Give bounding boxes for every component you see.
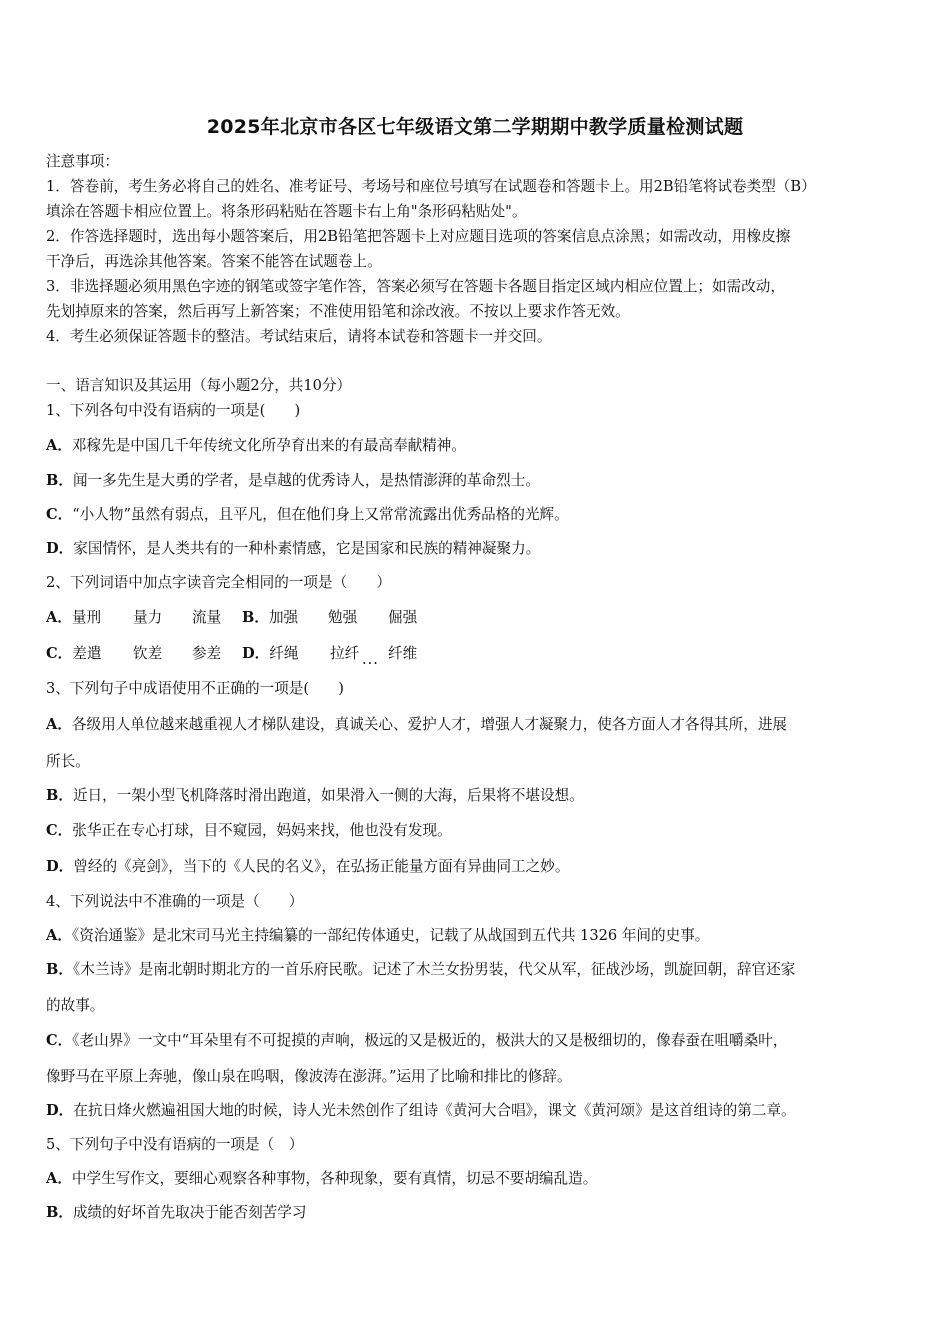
q2-r1-c6: 倔强 xyxy=(388,609,418,626)
q1-option-c: C．“小人物”虽然有弱点，且平凡，但在他们身上又常常流露出优秀品格的光辉。 xyxy=(46,506,569,523)
q2-r1-c3: 流量 xyxy=(192,609,222,626)
q2-r2-c6: 纤维 xyxy=(388,645,418,662)
q3-option-c: C．张华正在专心打球，目不窥园，妈妈来找，他也没有发现。 xyxy=(46,822,452,839)
q3-option-d: D．曾经的《亮剑》，当下的《人民的名义》，在弘扬正能量方面有异曲同工之妙。 xyxy=(46,858,570,875)
q1-stem: 1、下列各句中没有语病的一项是( ) xyxy=(46,402,301,419)
q2-stem: 2、下列词语中加点字读音完全相同的一项是（ ） xyxy=(46,574,391,591)
q2-r1-c5: 勉强 xyxy=(328,609,358,626)
q1-option-b: B．闻一多先生是大勇的学者，是卓越的优秀诗人，是热情澎湃的革命烈士。 xyxy=(46,472,540,489)
q2-emphasis-dots: ... xyxy=(362,651,379,668)
q2-r2-c4: D．纤绳 xyxy=(242,645,299,662)
notice-line-5: 3．非选择题必须用黑色字迹的钢笔或签字笔作答，答案必须写在答题卡各题目指定区域内相应位置上；如需改动， xyxy=(46,278,785,295)
notice-line-3: 2．作答选择题时，选出每小题答案后，用2B铅笔把答题卡上对应题目选项的答案信息点涂黑；如需改动，用橡皮擦 xyxy=(46,228,791,245)
q5-option-a: A．中学生写作文，要细心观察各种事物，各种现象，要有真情，切忌不要胡编乱造。 xyxy=(46,1170,598,1187)
q4-option-b-cont: 的故事。 xyxy=(46,997,105,1014)
exam-title: 2025年北京市各区七年级语文第二学期期中教学质量检测试题 xyxy=(206,116,744,138)
notice-line-1: 1．答卷前，考生务必将自己的姓名、准考证号、考场号和座位号填写在试题卷和答题卡上。用2B铅笔将试卷类型（B） xyxy=(46,178,816,195)
q4-option-b: B．《木兰诗》是南北朝时期北方的一首乐府民歌。记述了木兰女扮男装，代父从军，征战沙场，凯旋回朝，辞官还家 xyxy=(46,961,796,978)
q2-r1-c1: A．量刑 xyxy=(46,609,102,626)
notice-line-4: 干净后，再选涂其他答案。答案不能答在试题卷上。 xyxy=(46,253,382,270)
section-heading: 一、语言知识及其运用（每小题2分，共10分） xyxy=(46,377,352,394)
q2-r2-c1: C．差遣 xyxy=(46,645,102,662)
q2-r2-c5: 拉纤 xyxy=(330,645,360,662)
q4-option-c-cont: 像野马在平原上奔驰，像山泉在呜咽，像波涛在澎湃。”运用了比喻和排比的修辞。 xyxy=(46,1068,572,1085)
q1-option-a: A．邓稼先是中国几千年传统文化所孕育出来的有最高奉献精神。 xyxy=(46,437,466,454)
q1-option-d: D．家国情怀，是人类共有的一种朴素情感，它是国家和民族的精神凝聚力。 xyxy=(46,540,541,557)
q4-option-a: A．《资治通鉴》是北宋司马光主持编纂的一部纪传体通史，记载了从战国到五代共 1326 年间的史事。 xyxy=(46,927,710,944)
notice-heading: 注意事项： xyxy=(46,153,119,170)
q2-r1-c4: B．加强 xyxy=(242,609,299,626)
q4-option-c: C．《老山界》一文中“耳朵里有不可捉摸的声响，极远的又是极近的，极洪大的又是极细切的，像春蚕在咀嚼桑叶， xyxy=(46,1032,788,1049)
q2-r1-c2: 量力 xyxy=(133,609,163,626)
q2-r2-c3: 参差 xyxy=(192,645,222,662)
q5-stem: 5、下列句子中没有语病的一项是（ ） xyxy=(46,1136,304,1153)
q4-option-d: D．在抗日烽火燃遍祖国大地的时候，诗人光未然创作了组诗《黄河大合唱》，课文《黄河颂》是这首组诗的第二章。 xyxy=(46,1102,796,1119)
q3-stem: 3、下列句子中成语使用不正确的一项是( ) xyxy=(46,680,344,697)
q3-option-a: A．各级用人单位越来越重视人才梯队建设，真诚关心、爱护人才，增强人才凝聚力，使各方面人才各得其所，进展 xyxy=(46,716,788,733)
q3-option-a-cont: 所长。 xyxy=(46,753,90,770)
notice-line-6: 先划掉原来的答案，然后再写上新答案；不准使用铅笔和涂改液。不按以上要求作答无效。 xyxy=(46,303,630,320)
q3-option-b: B．近日，一架小型飞机降落时滑出跑道，如果滑入一侧的大海，后果将不堪设想。 xyxy=(46,787,584,804)
q5-option-b: B．成绩的好坏首先取决于能否刻苦学习 xyxy=(46,1204,307,1221)
notice-line-7: 4．考生必须保证答题卡的整洁。考试结束后，请将本试卷和答题卡一并交回。 xyxy=(46,328,552,345)
notice-line-2: 填涂在答题卡相应位置上。将条形码粘贴在答题卡右上角"条形码粘贴处"。 xyxy=(46,203,527,220)
q4-stem: 4、下列说法中不准确的一项是（ ） xyxy=(46,893,304,910)
q2-r2-c2: 钦差 xyxy=(133,645,163,662)
